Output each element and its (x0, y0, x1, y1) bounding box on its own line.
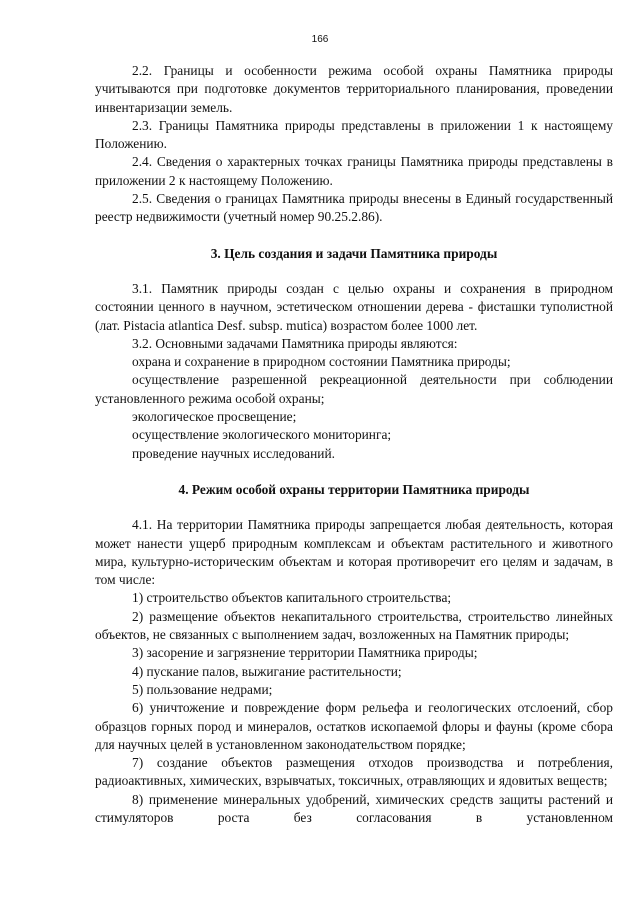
paragraph-3-1: 3.1. Памятник природы создан с целью охраны и сохранения в природном состоянии ценного в научном, эстетическом отношении дерева - фисташки туполистной (лат. Pistacia atlantica Desf. subsp. mutica) возрастом более 1000 лет. (95, 280, 613, 333)
paragraph-2-5: 2.5. Сведения о границах Памятника природы внесены в Единый государственный реестр недвижимости (учетный номер 90.25.2.86). (95, 191, 613, 225)
prohibition-item: 6) уничтожение и повреждение форм рельефа и геологических отслоений, сбор образцов горных пород и минералов, остатков ископаемой флоры и фауны (кроме сбора для научных целей в установленном законодательством порядке; (95, 700, 613, 752)
page-number: 166 (311, 34, 329, 45)
paragraph-4-1: 4.1. На территории Памятника природы запрещается любая деятельность, которая может нанести ущерб природным комплексам и объектам растительного и животного мира, культурно-историческим объектам и которая противоречит его целям и задачам, в том числе: (95, 517, 613, 588)
task-item: проведение научных исследований. (132, 445, 335, 461)
task-item: охрана и сохранение в природном состоянии Памятника природы; (132, 354, 511, 370)
prohibition-item: 4) пускание палов, выжигание растительности; (132, 663, 402, 679)
paragraph-2-2: 2.2. Границы и особенности режима особой охраны Памятника природы учитываются при подготовке документов территориального планирования, проведении инвентаризации земель. (95, 63, 613, 115)
prohibition-item: 1) строительство объектов капитального строительства; (132, 590, 452, 606)
task-item: осуществление экологического мониторинга; (132, 427, 392, 443)
prohibition-item: 3) засорение и загрязнение территории Памятника природы; (132, 645, 478, 661)
task-item: осуществление разрешенной рекреационной деятельности при соблюдении установленного режима особой охраны; (95, 372, 613, 406)
paragraph-2-4: 2.4. Сведения о характерных точках границы Памятника природы представлены в приложении 2 к настоящему Положению. (95, 154, 613, 188)
prohibition-item: 8) применение минеральных удобрений, химических средств защиты растений и стимуляторов роста без согласования в установленном (95, 791, 613, 825)
task-item: экологическое просвещение; (132, 409, 297, 425)
prohibition-item: 2) размещение объектов некапитального строительства, строительство линейных объектов, не связанных с выполнением задач, возложенных на Памятник природы; (95, 608, 613, 643)
section-4-heading: 4. Режим особой охраны территории Памятника природы (178, 481, 530, 497)
prohibition-item: 7) создание объектов размещения отходов производства и потребления, радиоактивных, химических, взрывчатых, токсичных, отравляющих и ядовитых веществ; (95, 755, 613, 789)
prohibition-item: 5) пользование недрами; (132, 681, 273, 697)
paragraph-2-3: 2.3. Границы Памятника природы представлены в приложении 1 к настоящему Положению. (95, 117, 613, 152)
document-body (95, 62, 613, 827)
section-3-heading: 3. Цель создания и задачи Памятника природы (210, 245, 498, 261)
paragraph-3-2: 3.2. Основными задачами Памятника природы являются: (132, 335, 458, 351)
